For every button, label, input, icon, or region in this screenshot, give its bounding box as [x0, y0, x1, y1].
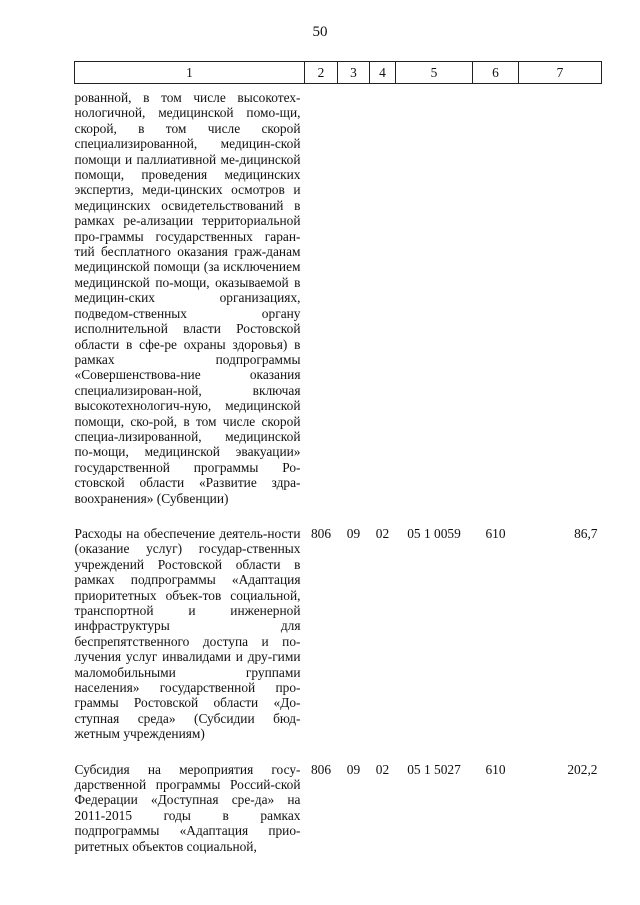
- header-col-5: 5: [396, 62, 473, 84]
- row-section-code: 09: [346, 761, 361, 777]
- page-number: 50: [312, 24, 328, 40]
- row-amount: 202,2: [567, 761, 598, 777]
- row-subsection-code: 02: [375, 525, 390, 541]
- header-col-2: 2: [305, 62, 338, 84]
- row-amount: [519, 90, 602, 506]
- header-col-1: 1: [75, 62, 305, 84]
- row-subsection-code: [370, 90, 396, 506]
- row-target-article: 05 1 5027: [407, 761, 461, 777]
- row-expense-type: [473, 90, 519, 506]
- table-row: [75, 762, 602, 854]
- budget-table: [74, 61, 602, 854]
- row-ministry-code: 806: [310, 761, 332, 777]
- row-description: Субсидия на мероприятия госу-дарственной программы Россий-ской Федерации «Доступная сре-да» на 2011-2015 годы в рамках подпрограммы «Адаптация прио-ритетных объектов социальной,: [74, 761, 301, 854]
- row-target-article: 05 1 0059: [407, 525, 461, 541]
- row-ministry-code: [305, 90, 338, 506]
- row-expense-type: 610: [485, 761, 506, 777]
- table-row: [75, 526, 602, 742]
- header-col-3: 3: [338, 62, 370, 84]
- row-section-code: [338, 90, 370, 506]
- header-col-6: 6: [473, 62, 519, 84]
- table-header-row: [75, 62, 602, 84]
- row-description: рованной, в том числе высокотех-нологичной, медицинской помо-щи, скорой, в том числе скорой специализированной, медицин-ской помощи и паллиативной ме-дицинской помощи, проведения медицинских экспертиз, меди-цинских осмотров и медицинских освидетельствований в рамках ре-ализации территориальной про-граммы государственных гаран-тий бесплатного оказания граж-данам медицинской помощи (за исключением медицинской по-мощи, оказываемой в медицин-ских организациях, подведом-ственных органу исполнительной власти Ростовской области в сфе-ре охраны здоровья) в рамках подпрограммы «Совершенствова-ние оказания специализирован-ной, включая высокотехнологич-ную, медицинской помощи, ско-рой, в том числе скорой специа-лизированной, медицинской по-мощи, медицинской эвакуации» государственной программы Ро-стовской области «Развитие здра-воохранения» (Субвенции): [74, 90, 301, 506]
- table-row: [75, 90, 602, 506]
- row-ministry-code: 806: [310, 525, 332, 541]
- row-target-article: [396, 90, 473, 506]
- row-description: Расходы на обеспечение деятель-ности (оказание услуг) государ-ственных учреждений Ростовской области в рамках подпрограммы «Адаптация приоритетных объек-тов социальной, транспортной и инженерной инфраструктуры для беспрепятственного доступа и по-лучения услуг инвалидами и дру-гими маломобильными группами населения» государственной про-граммы Ростовской области «До-ступная среда» (Субсидии бюд-жетным учреждениям): [74, 525, 301, 742]
- header-col-7: 7: [519, 62, 602, 84]
- row-expense-type: 610: [485, 525, 506, 541]
- row-amount: 86,7: [574, 525, 598, 541]
- row-section-code: 09: [346, 525, 361, 541]
- row-subsection-code: 02: [375, 761, 390, 777]
- header-col-4: 4: [370, 62, 396, 84]
